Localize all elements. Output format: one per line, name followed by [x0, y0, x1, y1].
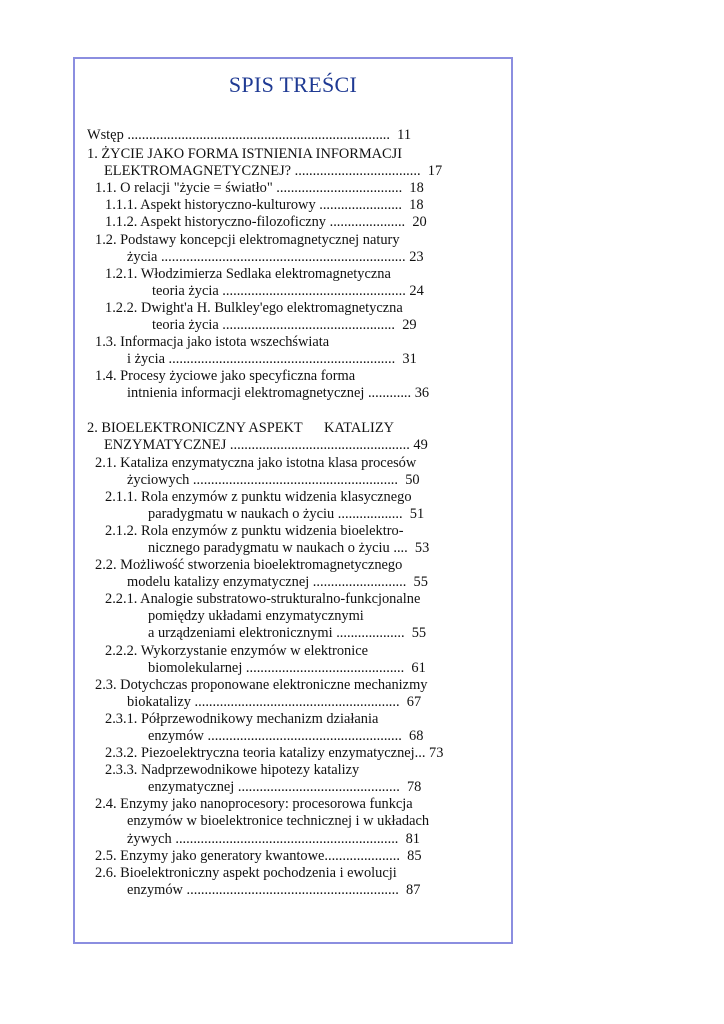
toc-entry: 1.2.1. Włodzimierza Sedlaka elektromagnetyczna: [105, 266, 391, 282]
toc-entry: 1.2. Podstawy koncepcji elektromagnetycznej natury: [95, 232, 400, 248]
toc-entry: 2.6. Bioelektroniczny aspekt pochodzenia i ewolucji: [95, 865, 397, 881]
toc-entry: 2.3.3. Nadprzewodnikowe hipotezy katalizy: [105, 762, 360, 778]
toc-entry: 2.4. Enzymy jako nanoprocesory: procesorowa funkcja: [95, 796, 413, 812]
toc-entry: 2.3.2. Piezoelektryczna teoria katalizy enzymatycznej... 73: [105, 745, 444, 761]
toc-entry: intnienia informacji elektromagnetycznej ............ 36: [127, 385, 430, 401]
toc-entry: 2.5. Enzymy jako generatory kwantowe..................... 85: [95, 848, 422, 864]
toc-entry: 2.2. Możliwość stworzenia bioelektromagnetycznego: [95, 557, 403, 573]
toc-entry: enzymów w bioelektronice technicznej i w układach: [127, 813, 430, 829]
toc-entry: życia .................................................................... 23: [127, 249, 424, 265]
toc-entry: 1.1.2. Aspekt historyczno-filozoficzny ..................... 20: [105, 214, 427, 230]
toc-entry: enzymów ...................................................... 68: [148, 728, 424, 744]
toc-entry: żywych .............................................................. 81: [127, 831, 420, 847]
toc-entry: 1.3. Informacja jako istota wszechświata: [95, 334, 330, 350]
toc-entry: 2.3. Dotychczas proponowane elektroniczne mechanizmy: [95, 677, 428, 693]
toc-entry: nicznego paradygmatu w naukach o życiu .... 53: [148, 540, 430, 556]
toc-entry: 2. BIOELEKTRONICZNY ASPEKT KATALIZY: [87, 420, 395, 436]
toc-entry: 1. ŻYCIE JAKO FORMA ISTNIENIA INFORMACJI: [87, 146, 403, 162]
toc-entry: a urządzeniami elektronicznymi ................... 55: [148, 625, 427, 641]
toc-entry: teoria życia ................................................ 29: [152, 317, 417, 333]
toc-entry: życiowych ......................................................... 50: [127, 472, 420, 488]
toc-entry: i życia ............................................................... 31: [127, 351, 417, 367]
toc-entry: 2.1.1. Rola enzymów z punktu widzenia klasycznego: [105, 489, 412, 505]
toc-entry: 2.2.1. Analogie substratowo-strukturalno-funkcjonalne: [105, 591, 421, 607]
toc-entry: 2.2.2. Wykorzystanie enzymów w elektronice: [105, 643, 369, 659]
toc-entry: 1.1. O relacji "życie = światło" ................................... 18: [95, 180, 424, 196]
toc-entry: 1.2.2. Dwight'a H. Bulkley'ego elektromagnetyczna: [105, 300, 403, 316]
toc-entry: paradygmatu w naukach o życiu .................. 51: [148, 506, 425, 522]
toc-entry: teoria życia ................................................... 24: [152, 283, 424, 299]
toc-entry: enzymatycznej ............................................. 78: [148, 779, 422, 795]
toc-entry: 2.1.2. Rola enzymów z punktu widzenia bioelektro-: [105, 523, 404, 539]
toc-entry: pomiędzy układami enzymatycznymi: [148, 608, 364, 624]
toc-entry: 1.1.1. Aspekt historyczno-kulturowy ....................... 18: [105, 197, 424, 213]
toc-entry: 2.1. Kataliza enzymatyczna jako istotna klasa procesów: [95, 455, 417, 471]
toc-entry: 1.4. Procesy życiowe jako specyficzna forma: [95, 368, 356, 384]
page-title: SPIS TREŚCI: [228, 72, 358, 97]
toc-entry: enzymów ........................................................... 87: [127, 882, 421, 898]
toc-entry: 2.3.1. Półprzewodnikowy mechanizm działania: [105, 711, 379, 727]
toc-entry: Wstęp ......................................................................... 11: [87, 127, 412, 143]
toc-entry: ELEKTROMAGNETYCZNEJ? ................................... 17: [104, 163, 443, 179]
toc-entry: ENZYMATYCZNEJ .................................................. 49: [104, 437, 428, 453]
toc-entry: biomolekularnej ............................................ 61: [148, 660, 426, 676]
toc-entry: modelu katalizy enzymatycznej .......................... 55: [127, 574, 428, 590]
toc-entry: biokatalizy ......................................................... 67: [127, 694, 422, 710]
